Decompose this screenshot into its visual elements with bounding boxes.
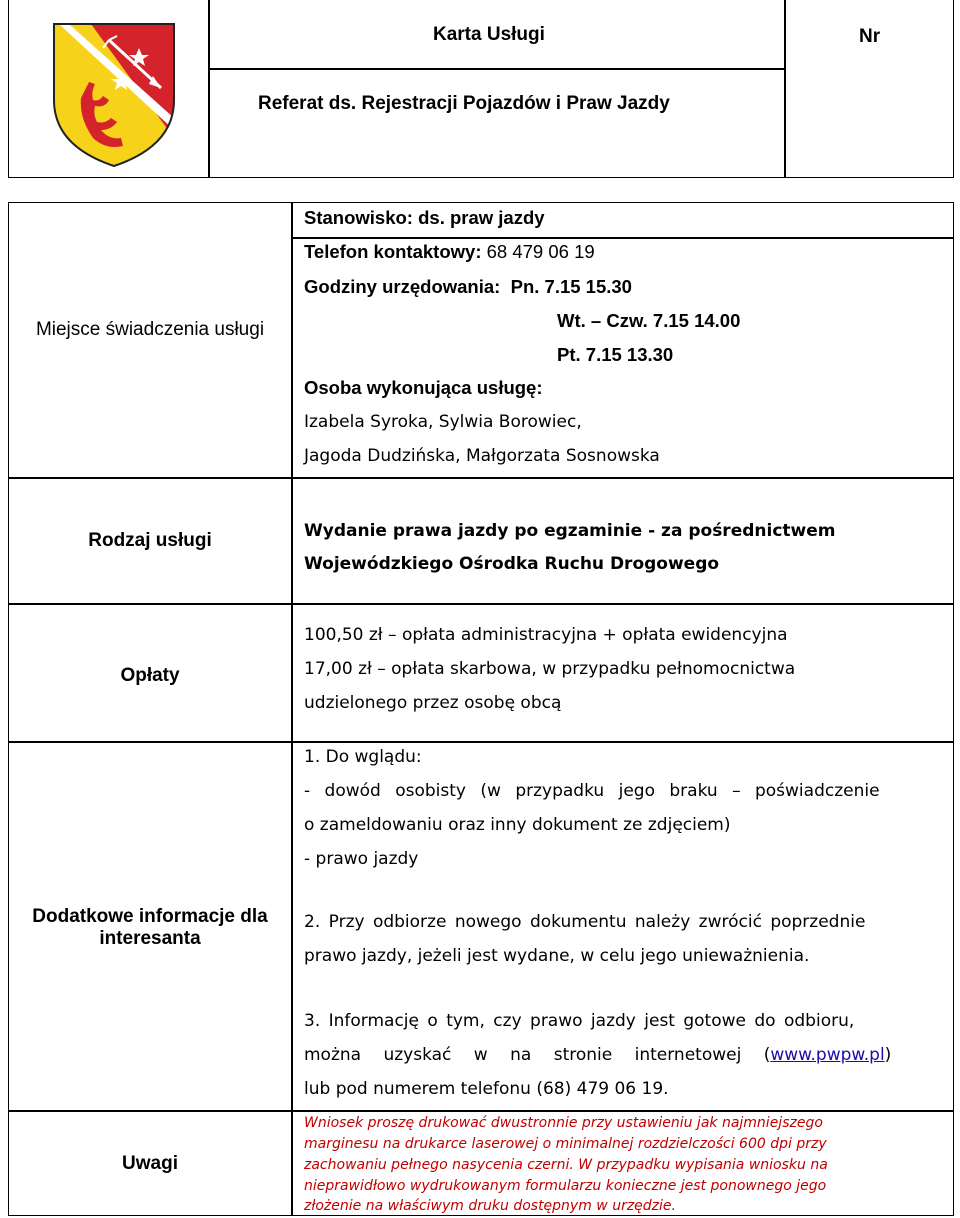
item3-line-2 (304, 1045, 946, 1065)
service-label: Rodzaj usługi (88, 530, 212, 551)
fee-line-3: udzielonego przez osobę obcą (304, 693, 562, 713)
phone-value: 68 479 06 19 (486, 241, 595, 262)
persons-line-2: Jagoda Dudzińska, Małgorzata Sosnowska (304, 446, 660, 466)
phone-line (304, 241, 946, 263)
additional-info-label: Dodatkowe informacje dla interesanta (32, 906, 268, 949)
item1-title: 1. Do wglądu: (304, 747, 422, 767)
service-text: Wydanie prawa jazdy po egzaminie - za pośrednictwem (304, 521, 836, 541)
website-link[interactable]: www.pwpw.pl (770, 1045, 885, 1065)
coat-of-arms-logo (51, 18, 177, 168)
service-line-2: Wojewódzkiego Ośrodka Ruchu Drogowego (304, 554, 720, 574)
place-label: Miejsce świadczenia usługi (35, 319, 265, 340)
person-label: Osoba wykonująca usługę: (304, 377, 543, 398)
item1-line-2: o zameldowaniu oraz inny dokument ze zdjęciem) (304, 815, 731, 835)
notes-line-2: marginesu na drukarce laserowej o minimalnej rozdzielczości 600 dpi przy (304, 1136, 827, 1152)
row-divider (9, 477, 953, 479)
row-divider (9, 1110, 953, 1112)
item3-text-end: ) (884, 1045, 892, 1065)
position-value: ds. praw jazdy (418, 207, 545, 228)
service-card-table (8, 202, 954, 1216)
notes-label: Uwagi (122, 1153, 178, 1174)
position-label: Stanowisko: (304, 207, 413, 228)
row-divider (9, 603, 953, 605)
item3-text: można uzyskać w na stronie internetowej ( (304, 1045, 771, 1065)
notes-line-5: złożenie na właściwym druku dostępnym w urzędzie. (304, 1198, 676, 1214)
card-title: Karta Usługi (433, 24, 545, 45)
column-divider (291, 203, 293, 1215)
hours-friday: Pt. 7.15 13.30 (557, 344, 674, 365)
divider (784, 0, 786, 177)
hours-line (304, 276, 946, 298)
notes-line-3: zachowaniu pełnego nasycenia czerni. W przypadku wypisania wniosku na (304, 1157, 828, 1173)
notes-line-4: nieprawidłowo wydrukowanym formularzu konieczne jest ponownego jego (304, 1178, 827, 1194)
persons-line-1: Izabela Syroka, Sylwia Borowiec, (304, 412, 582, 432)
item1-line-3: - prawo jazdy (304, 849, 419, 869)
divider (208, 68, 784, 70)
divider (208, 0, 210, 177)
fees-label: Opłaty (120, 665, 180, 686)
hours-label: Godziny urzędowania: (304, 276, 501, 297)
department-title: Referat ds. Rejestracji Pojazdów i Praw Jazdy (258, 93, 670, 114)
item3-line-1: 3. Informację o tym, czy prawo jazdy jest gotowe do odbioru, (304, 1011, 855, 1031)
hours-tue-thu: Wt. – Czw. 7.15 14.00 (557, 310, 741, 331)
item1-line-1: - dowód osobisty (w przypadku jego braku – poświadczenie (304, 781, 880, 801)
row-divider (291, 237, 953, 239)
number-label: Nr (859, 26, 881, 47)
service-line-1 (304, 521, 946, 541)
fee-line-2: 17,00 zł – opłata skarbowa, w przypadku pełnomocnictwa (304, 659, 796, 679)
item2-line-2: prawo jazdy, jeżeli jest wydane, w celu jego unieważnienia. (304, 946, 810, 966)
fee-line-1: 100,50 zł – opłata administracyjna + opłata ewidencyjna (304, 625, 788, 645)
row-divider (9, 741, 953, 743)
notes-line-1: Wniosek proszę drukować dwustronnie przy ustawieniu jak najmniejszego (304, 1115, 823, 1131)
item3-line-3: lub pod numerem telefonu (68) 479 06 19. (304, 1079, 669, 1099)
header-box (8, 0, 954, 178)
phone-label: Telefon kontaktowy: (304, 241, 482, 262)
hours-monday: Pn. 7.15 15.30 (510, 276, 632, 297)
item2-line-1: 2. Przy odbiorze nowego dokumentu należy zwrócić poprzednie (304, 912, 866, 932)
position-line (304, 207, 946, 229)
